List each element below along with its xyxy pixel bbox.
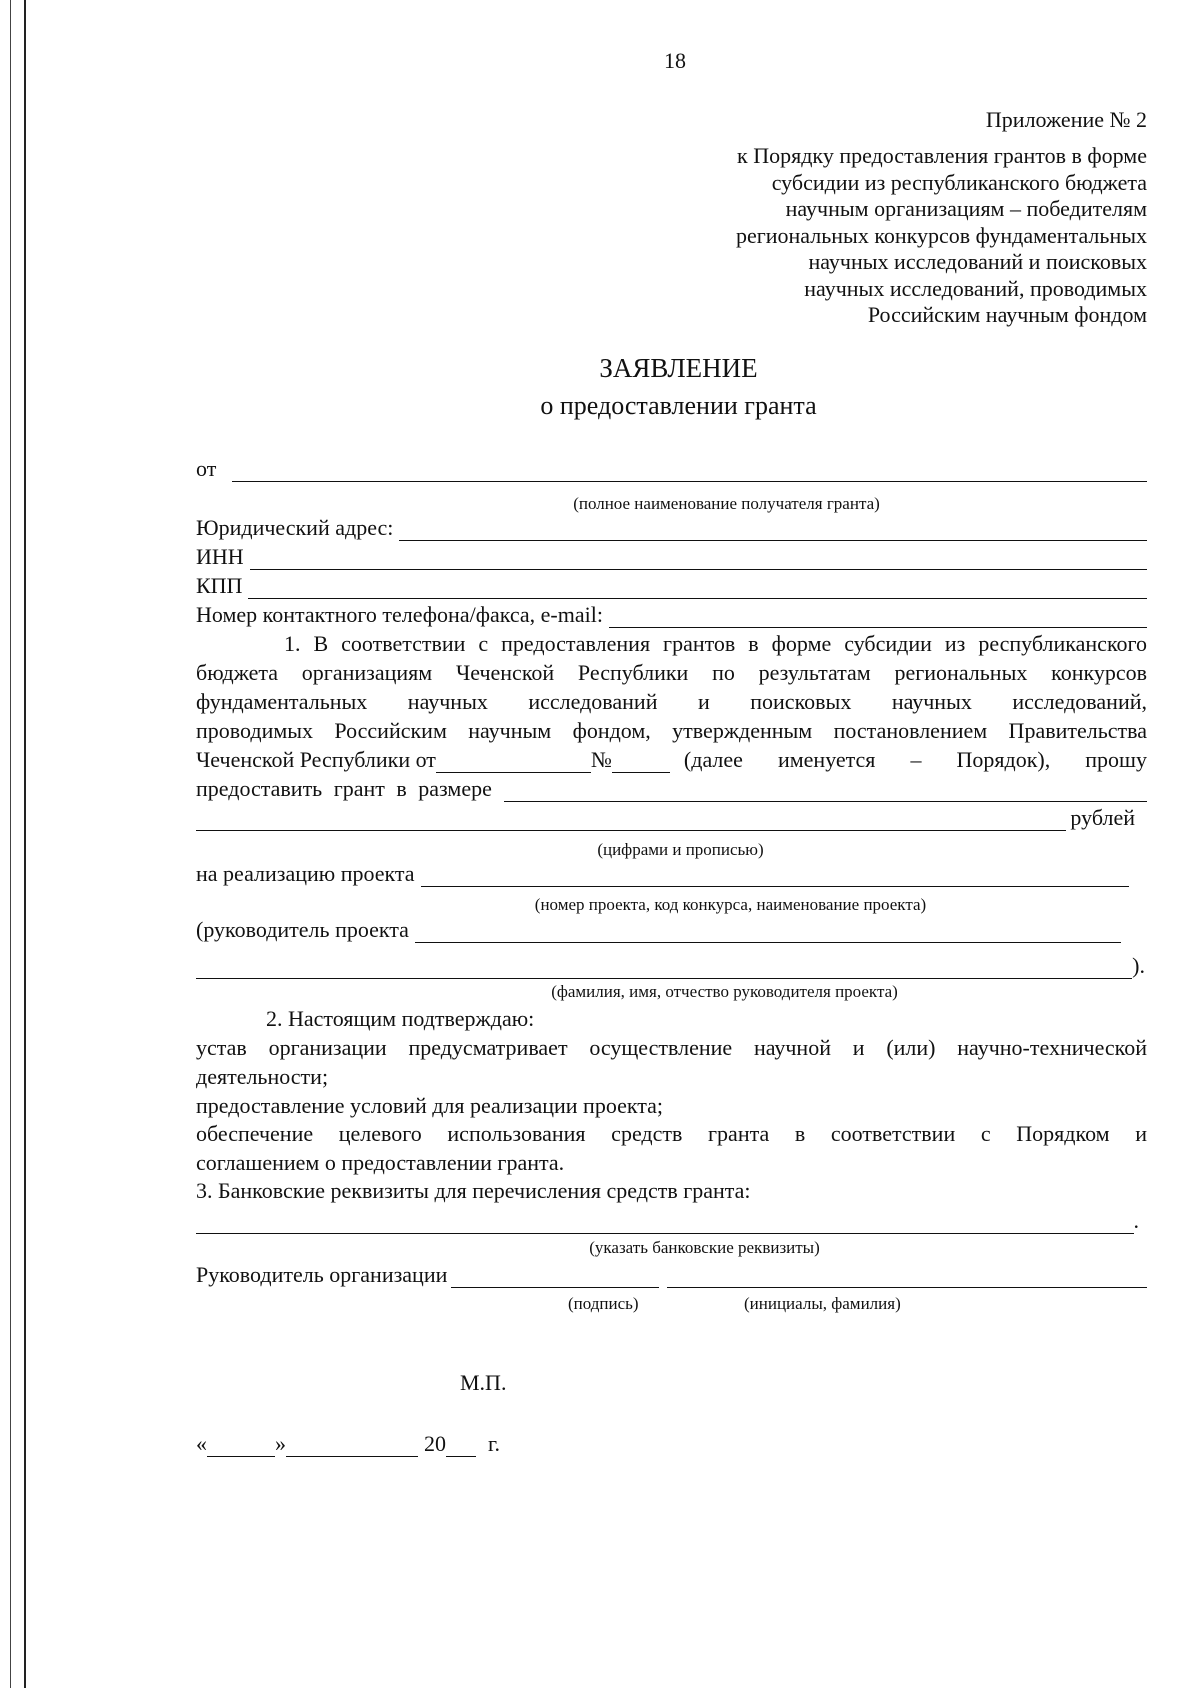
amount-row-2: [196, 804, 1147, 831]
section2-heading: 2. Настоящим подтверждаю:: [266, 1006, 535, 1031]
appendix-line: к Порядку предоставления грантов в форме: [737, 143, 1147, 168]
date-year-prefix: 20: [424, 1431, 446, 1456]
kpp-label: КПП: [196, 573, 243, 598]
date-day-field[interactable]: [207, 1436, 275, 1457]
date-close-quote: »: [275, 1431, 286, 1456]
signature-name-field[interactable]: [667, 1265, 1147, 1288]
kpp-field[interactable]: [248, 576, 1147, 599]
signature-label: Руководитель организации: [196, 1262, 448, 1287]
leader-label: (руководитель проекта: [196, 917, 409, 942]
page-number: 18: [664, 48, 686, 73]
bank-details-caption: (указать банковские реквизиты): [589, 1238, 820, 1257]
contact-field[interactable]: [609, 605, 1147, 628]
project-label: на реализацию проекта: [196, 861, 415, 886]
scan-edge-line: [24, 0, 26, 1688]
leader-field-continued[interactable]: [196, 956, 1132, 979]
bank-details-field[interactable]: [196, 1211, 1134, 1234]
bank-details-row: [196, 1207, 1147, 1234]
legal-address-field[interactable]: [399, 518, 1147, 541]
from-row: [196, 455, 1147, 482]
date-suffix: г.: [488, 1431, 501, 1456]
inn-row: [196, 543, 1147, 570]
project-field[interactable]: [421, 864, 1129, 887]
appendix-line: Российским научным фондом: [867, 302, 1147, 327]
date-open-quote: «: [196, 1431, 207, 1456]
project-row: [196, 860, 1147, 887]
signature-row: [196, 1261, 1147, 1288]
amount-label: предоставить грант в размере: [196, 776, 492, 801]
scan-edge-line: [10, 0, 11, 1688]
appendix-line: научных исследований и поисковых: [808, 249, 1147, 274]
amount-field[interactable]: [504, 779, 1147, 802]
document-subtitle: о предоставлении гранта: [540, 391, 817, 420]
from-label: от: [196, 456, 217, 481]
amount-caption: (цифрами и прописью): [597, 840, 764, 859]
stamp-placeholder: М.П.: [460, 1370, 507, 1395]
inn-label: ИНН: [196, 544, 244, 569]
section1-line: проводимых Российским научным фондом, утвержденным постановлением Правительства: [196, 718, 1147, 743]
document-title: ЗАЯВЛЕНИЕ: [599, 353, 758, 383]
contact-label: Номер контактного телефона/факса, e-mail:: [196, 602, 603, 627]
section1-line5-start: Чеченской Республики от: [196, 747, 436, 772]
section1-line: 1. В соответствии с предоставления грантов в форме субсидии из республиканского: [284, 631, 1147, 656]
signature-field[interactable]: [451, 1267, 659, 1288]
leader-field[interactable]: [415, 920, 1121, 943]
contact-row: [196, 601, 1147, 628]
leader-close: ).: [1132, 953, 1145, 978]
section1-date-row: [196, 746, 1147, 773]
legal-address-row: [196, 514, 1147, 541]
amount-field-continued[interactable]: [196, 808, 1066, 831]
leader-caption: (фамилия, имя, отчество руководителя проекта): [551, 982, 898, 1001]
section2-line: обеспечение целевого использования средств гранта в соответствии с Порядком и: [196, 1121, 1147, 1146]
section1-line: фундаментальных научных исследований и поисковых научных исследований,: [196, 689, 1147, 714]
appendix-line: субсидии из республиканского бюджета: [771, 169, 1147, 195]
number-sign: №: [590, 747, 612, 772]
from-caption: (полное наименование получателя гранта): [573, 494, 880, 513]
decree-date-field[interactable]: [436, 752, 591, 773]
section2-line: предоставление условий для реализации проекта;: [196, 1093, 664, 1118]
decree-number-field[interactable]: [612, 752, 670, 773]
section2-line: деятельности;: [196, 1064, 329, 1089]
leader-row: [196, 916, 1147, 943]
from-field[interactable]: [232, 459, 1147, 482]
section1-line: бюджета организациям Чеченской Республики по результатам региональных конкурсов: [196, 660, 1147, 685]
project-caption: (номер проекта, код конкурса, наименование проекта): [534, 895, 927, 914]
document-page: [196, 0, 1147, 1688]
appendix-reference: [627, 143, 1147, 329]
kpp-row: [196, 572, 1147, 599]
section2-line: соглашением о предоставлении гранта.: [196, 1150, 565, 1175]
section1-line5-end: (далее именуется – Порядок), прошу: [683, 747, 1147, 772]
appendix-title: Приложение № 2: [985, 107, 1147, 132]
section2-line: устав организации предусматривает осуществление научной и (или) научно-технической: [196, 1035, 1147, 1060]
legal-address-label: Юридический адрес:: [196, 515, 394, 540]
amount-row: [196, 775, 1147, 802]
appendix-line: научным организациям – победителям: [785, 196, 1147, 221]
date-row: [196, 1430, 500, 1457]
signature-caption: (подпись): [568, 1294, 639, 1313]
rubles-label: рублей: [1070, 805, 1135, 830]
date-month-field[interactable]: [286, 1436, 418, 1457]
name-caption: (инициалы, фамилия): [744, 1294, 901, 1313]
inn-field[interactable]: [250, 547, 1147, 570]
leader-row-2: [196, 952, 1147, 979]
appendix-line: научных исследований, проводимых: [804, 275, 1147, 301]
section3-heading: 3. Банковские реквизиты для перечисления средств гранта:: [196, 1178, 751, 1203]
appendix-line: региональных конкурсов фундаментальных: [735, 222, 1147, 248]
bank-details-end-mark: .: [1133, 1208, 1139, 1233]
date-year-field[interactable]: [446, 1436, 476, 1457]
